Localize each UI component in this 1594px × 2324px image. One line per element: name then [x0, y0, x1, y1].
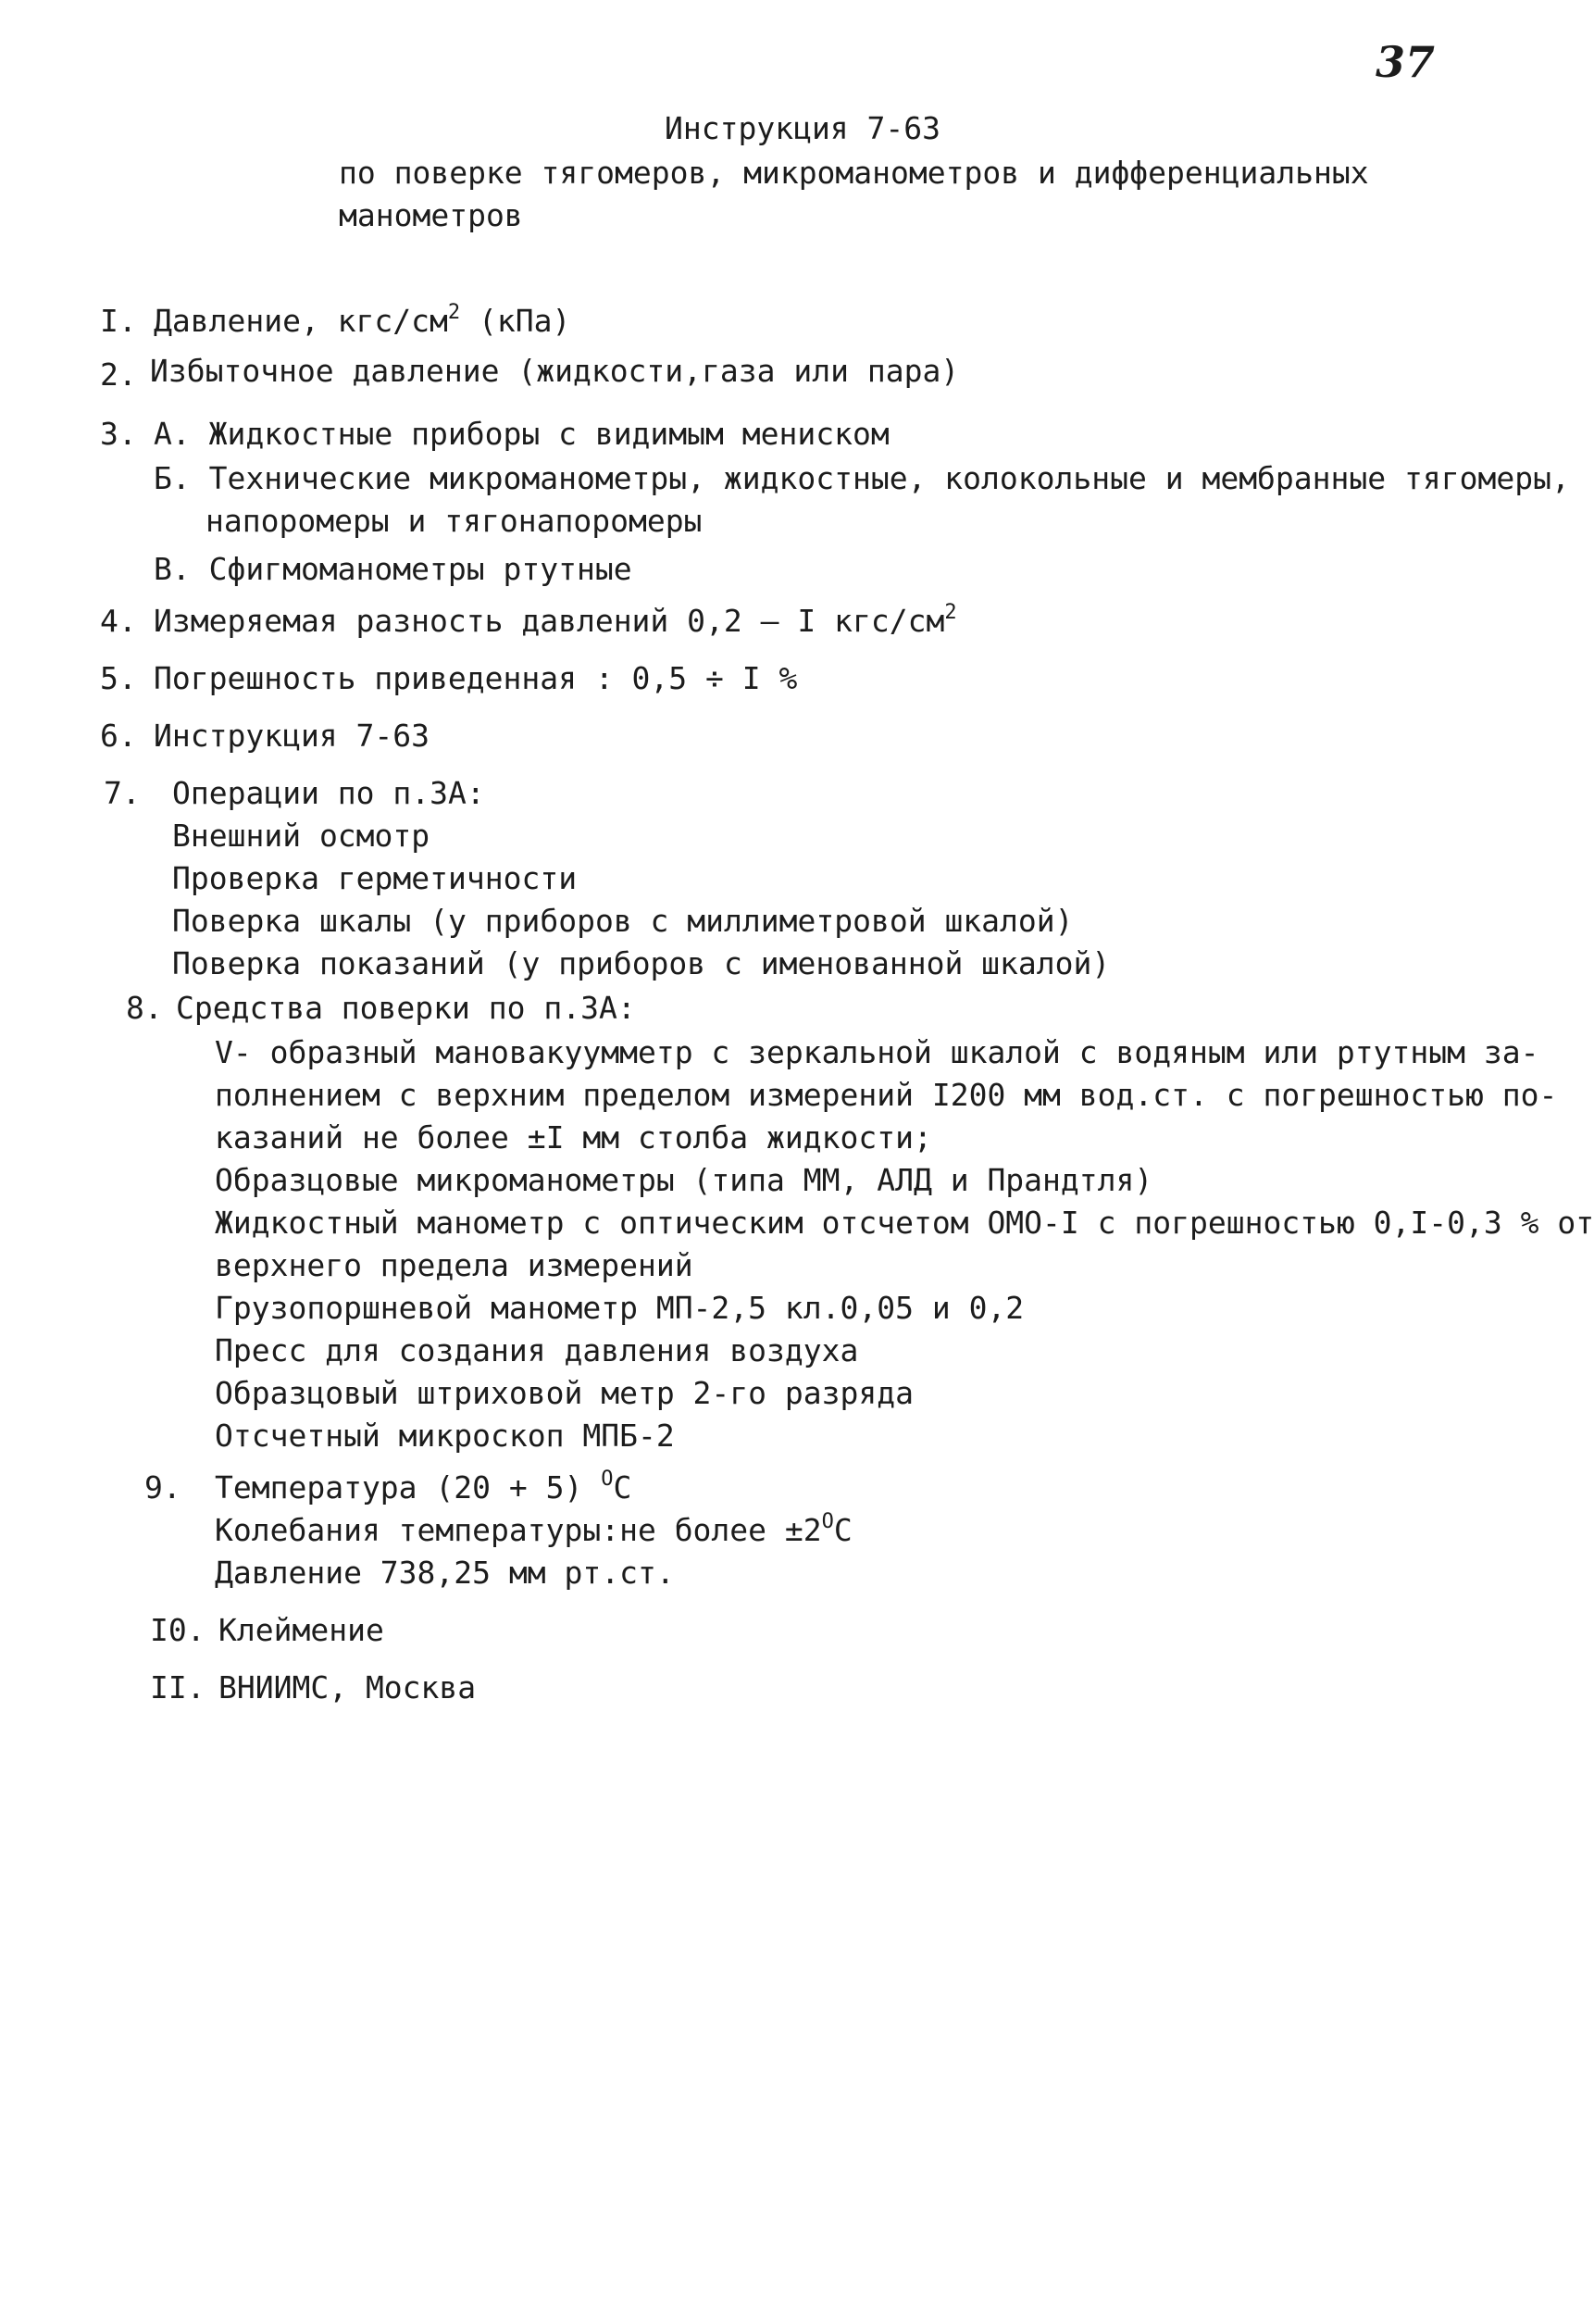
item-8-line: полнением с верхним пределом измерений I200 мм вод.ст. с погрешностью по-: [215, 1077, 1558, 1113]
item-7-line: Поверка показаний (у приборов с именованной шкалой): [172, 945, 1111, 981]
document-subtitle-line-1: по поверке тягомеров, микроманометров и дифференциальных: [339, 155, 1369, 191]
item-8-line: Образцовые микроманометры (типа ММ, АЛД и Прандтля): [215, 1162, 1153, 1198]
item-7-line: Поверка шкалы (у приборов с миллиметровой шкалой): [172, 903, 1074, 939]
item-3-number: 3.: [100, 416, 137, 452]
item-5-text: Погрешность приведенная : 0,5 ÷ I %: [154, 660, 798, 696]
item-10-number: I0.: [150, 1612, 205, 1648]
document-title: Инструкция 7-63: [665, 110, 941, 146]
item-8-line: V- образный мановакуумметр с зеркальной шкалой с водяным или ртутным за-: [215, 1034, 1539, 1070]
item-8-line: Грузопоршневой манометр МП-2,5 кл.0,05 и 0,2: [215, 1290, 1025, 1326]
item-11-number: II.: [150, 1669, 205, 1706]
page-number: 37: [1376, 37, 1436, 87]
item-1-number: I.: [100, 303, 137, 339]
item-8-line: верхнего предела измерений: [215, 1247, 693, 1283]
item-2-text: Избыточное давление (жидкости,газа или пара): [150, 353, 960, 389]
item-9-number: 9.: [144, 1469, 181, 1506]
item-2-number: 2.: [100, 356, 137, 393]
item-8-line: Отсчетный микроскоп МПБ-2: [215, 1418, 675, 1454]
item-8-line: Образцовый штриховой метр 2-го разряда: [215, 1375, 914, 1411]
item-3-a: А. Жидкостные приборы с видимым мениском: [154, 416, 890, 452]
item-10-text: Клеймение: [218, 1612, 384, 1648]
item-4-text: Измеряемая разность давлений 0,2 – I кгс/$см^2$: [154, 601, 957, 639]
item-9-pressure: Давление 738,25 мм рт.ст.: [215, 1555, 675, 1591]
item-7-line: Внешний осмотр: [172, 818, 430, 854]
item-5-number: 5.: [100, 660, 137, 696]
item-8-heading: Средства поверки по п.3А:: [176, 990, 636, 1026]
item-8-line: Жидкостный манометр с оптическим отсчетом ОМО-I с погрешностью 0,I-0,3 % от: [215, 1205, 1594, 1241]
item-3-b-line-2: напоромеры и тягонапоромеры: [205, 503, 703, 539]
document-subtitle-line-2: манометров: [339, 197, 523, 233]
item-9-fluctuation: Колебания температуры:не более $\pm 2^ОС$: [215, 1510, 853, 1548]
item-7-number: 7.: [104, 775, 141, 811]
item-9-temperature: Температура (20 + 5) $^О$С: [215, 1468, 632, 1506]
item-3-b-line-1: Б. Технические микроманометры, жидкостные, колокольные и мембранные тягомеры,: [154, 460, 1570, 496]
item-7-line: Проверка герметичности: [172, 860, 578, 896]
item-3-c: В. Сфигмоманометры ртутные: [154, 551, 632, 587]
item-8-line: казаний не более ±I мм столба жидкости;: [215, 1119, 932, 1156]
item-8-line: Пресс для создания давления воздуха: [215, 1332, 859, 1368]
item-8-number: 8.: [126, 990, 163, 1026]
item-11-text: ВНИИМС, Москва: [218, 1669, 477, 1706]
item-6-text: Инструкция 7-63: [154, 718, 430, 754]
item-1-text: Давление, кгс/$см^2$ (кПа): [154, 301, 571, 339]
item-6-number: 6.: [100, 718, 137, 754]
item-4-number: 4.: [100, 603, 137, 639]
item-7-line: Операции по п.3А:: [172, 775, 485, 811]
